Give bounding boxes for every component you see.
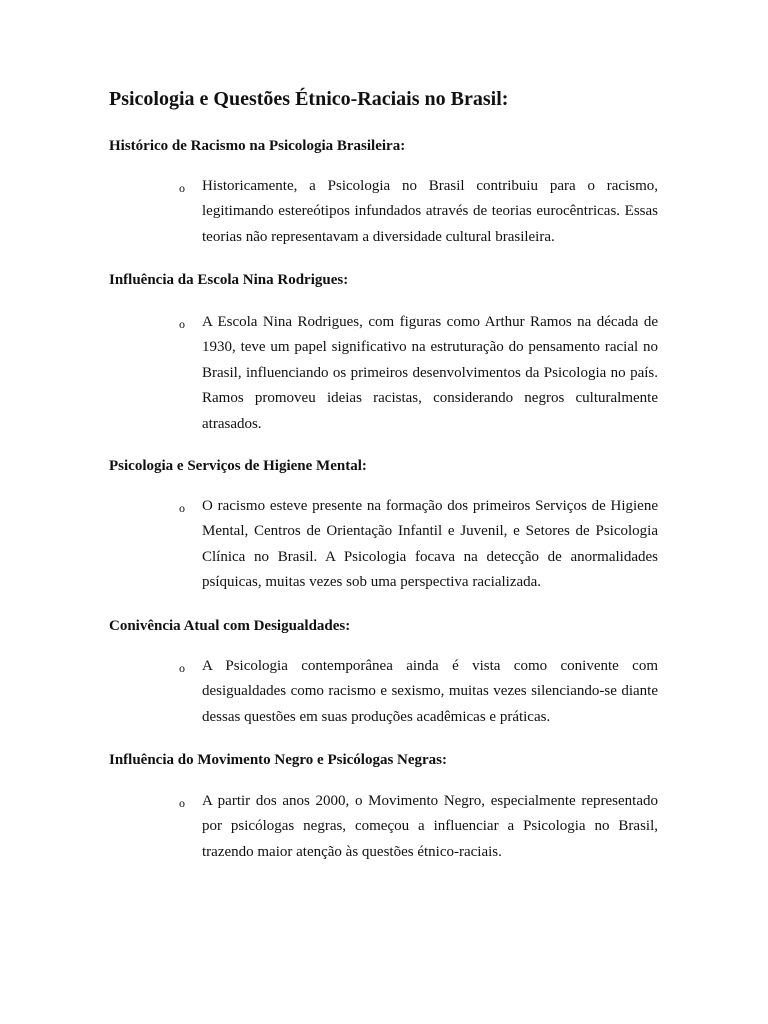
bullet-text-movimento-negro: A partir dos anos 2000, o Movimento Negro, especialmente representado por psicólogas negras, começou a influenciar a Psicologia no Brasil, trazendo maior atenção às questões étnico-raciais.	[202, 793, 658, 860]
section-heading-nina-rodrigues: Influência da Escola Nina Rodrigues:	[109, 272, 349, 288]
section-heading-higiene-mental: Psicologia e Serviços de Higiene Mental:	[109, 458, 367, 474]
bullet-marker: o	[179, 501, 185, 515]
bullet-text-conivencia: A Psicologia contemporânea ainda é vista como conivente com desigualdades como racismo e sexismo, muitas vezes silenciando-se diante dessas questões em suas produções acadêmicas e práticas.	[202, 658, 658, 725]
page-title: Psicologia e Questões Étnico-Raciais no Brasil:	[109, 88, 509, 110]
bullet-text-higiene-mental: O racismo esteve presente na formação dos primeiros Serviços de Higiene Mental, Centros de Orientação Infantil e Juvenil, e Setores de Psicologia Clínica no Brasil. A Psicologia focava na detecção de anormalidades psíquicas, muitas vezes sob uma perspectiva racializada.	[202, 498, 658, 591]
section-heading-conivencia: Conivência Atual com Desigualdades:	[109, 618, 351, 634]
section-heading-historico: Histórico de Racismo na Psicologia Brasileira:	[109, 138, 406, 154]
bullet-marker: o	[179, 661, 185, 675]
section-heading-movimento-negro: Influência do Movimento Negro e Psicólogas Negras:	[109, 752, 448, 768]
bullet-text-historico: Historicamente, a Psicologia no Brasil contribuiu para o racismo, legitimando estereótipos infundados através de teorias eurocêntricas. Essas teorias não representavam a diversidade cultural brasileira.	[202, 178, 658, 245]
bullet-marker: o	[179, 796, 185, 810]
bullet-text-nina-rodrigues: A Escola Nina Rodrigues, com figuras como Arthur Ramos na década de 1930, teve um papel significativo na estruturação do pensamento racial no Brasil, influenciando os primeiros desenvolvimentos da Psicologia no país. Ramos promoveu ideias racistas, considerando negros culturalmente atrasados.	[202, 314, 658, 432]
bullet-marker: o	[179, 317, 185, 331]
bullet-marker: o	[179, 181, 185, 195]
